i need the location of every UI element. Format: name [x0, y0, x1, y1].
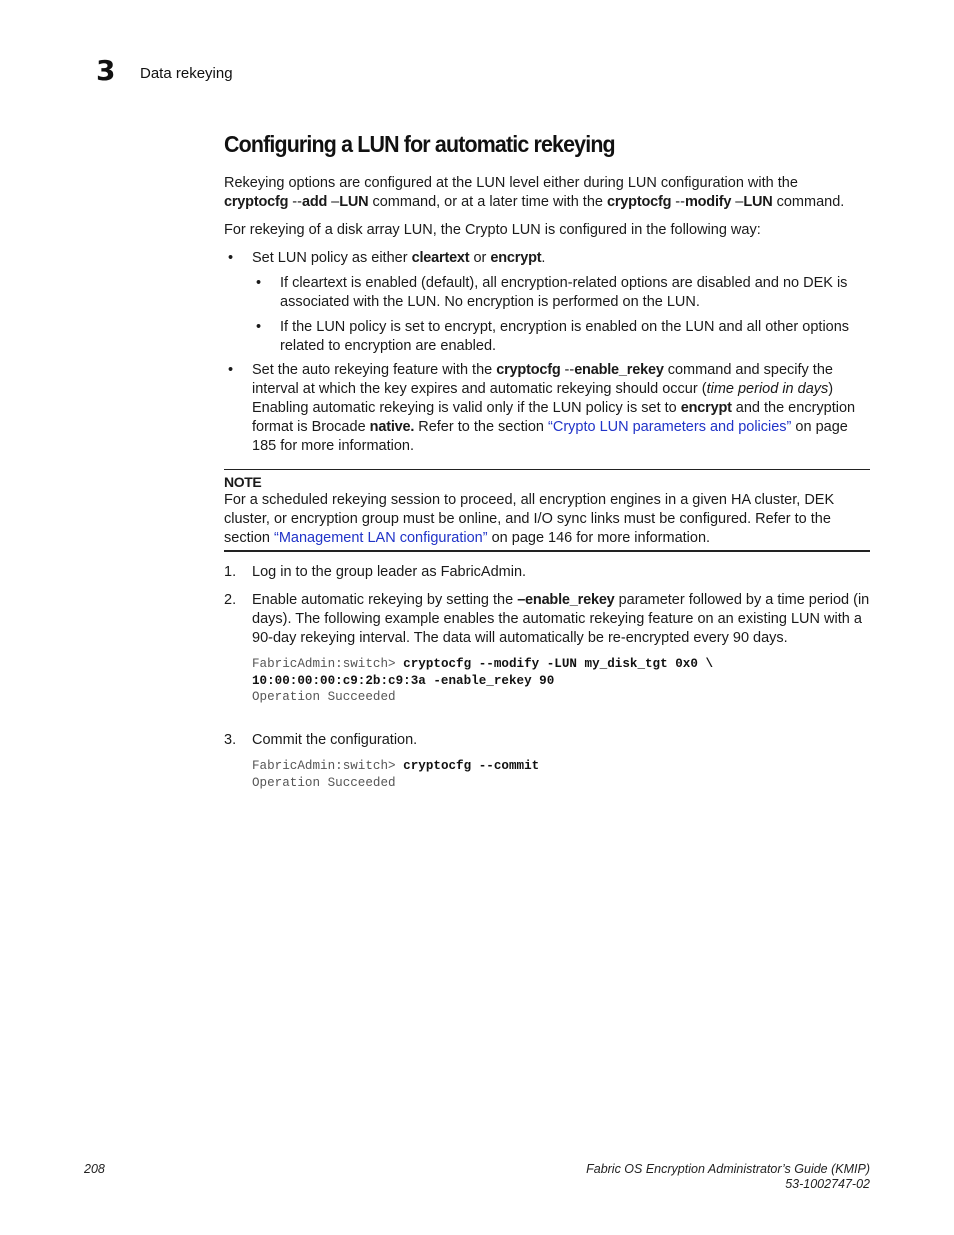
code-prompt: FabricAdmin:switch> [252, 759, 404, 773]
code-prompt: FabricAdmin:switch> [252, 657, 404, 671]
code-output: Operation Succeeded [252, 690, 396, 704]
bullet-lun-policy: • Set LUN policy as either cleartext or encrypt. [228, 250, 546, 266]
bullet-icon: • [228, 250, 234, 266]
page-number: 208 [84, 1162, 105, 1176]
chapter-number: 3 [96, 54, 116, 87]
code-output: Operation Succeeded [252, 775, 396, 790]
code-block-modify [252, 656, 713, 706]
note-top-rule [224, 469, 870, 470]
section-heading: Configuring a LUN for automatic rekeying [224, 131, 615, 157]
note-box: NOTE For a scheduled rekeying session to proceed, all encryption engines in a given HA cluster, DEK cluster, or encryption group must be online, and I/O sync links must be configured. Refer to the section “Management LAN configuration” on page 146 for more information. [224, 473, 870, 548]
intro-paragraph: Rekeying options are configured at the LUN level either during LUN configuration with the cryptocfg --add –LUN command, or at a later time with the cryptocfg --modify –LUN command. [224, 175, 845, 210]
code-command: cryptocfg --modify -LUN my_disk_tgt 0x0 \ [403, 657, 714, 671]
chapter-title: Data rekeying [140, 65, 233, 82]
note-bottom-rule [224, 550, 870, 552]
note-title: NOTE [224, 474, 262, 490]
code-block-commit [252, 758, 539, 791]
sub-bullet-cleartext: • If cleartext is enabled (default), all encryption-related options are disabled and no DEK is associated with the LUN. No encryption is performed on the LUN. [256, 275, 848, 310]
step-text: Log in to the group leader as FabricAdmin. [252, 564, 527, 580]
bullet-icon: • [256, 319, 262, 335]
step-text: Enable automatic rekeying by setting the –enable_rekey parameter followed by a time period (in days). The following example enables the automatic rekeying feature on an existing LUN with a 90-day rekeying interval. The data will automatically be re-encrypted every 90 days. [252, 592, 870, 646]
footer-book-info [586, 1162, 870, 1192]
doc-number: 53-1002747-02 [785, 1177, 870, 1191]
code-command: 10:00:00:00:c9:2b:c9:3a -enable_rekey 90 [252, 673, 555, 688]
step-number: 3. [224, 732, 237, 748]
disk-array-paragraph: For rekeying of a disk array LUN, the Crypto LUN is configured in the following way: [224, 222, 761, 238]
bullet-icon: • [228, 362, 234, 378]
code-command: cryptocfg --commit [403, 759, 540, 773]
bullet-icon: • [256, 275, 262, 291]
crypto-lun-link[interactable]: “Crypto LUN parameters and policies” [548, 419, 792, 435]
step-number: 1. [224, 564, 237, 580]
sub-bullet-encrypt: • If the LUN policy is set to encrypt, encryption is enabled on the LUN and all other options related to encryption are enabled. [256, 319, 850, 354]
bullet-auto-rekey: • Set the auto rekeying feature with the cryptocfg --enable_rekey command and specify the interval at which the key expires and automatic rekeying should occur (time period in days) Enabling automatic rekeying is valid only if the LUN policy is set to encrypt and the encryption format is Brocade native. Refer to the section “Crypto LUN parameters and policies” on page 185 for more information. [228, 362, 856, 454]
management-lan-link[interactable]: “Management LAN configuration” [273, 530, 488, 546]
book-title: Fabric OS Encryption Administrator’s Guide (KMIP) [586, 1162, 870, 1176]
step-number: 2. [224, 592, 237, 608]
step-text: Commit the configuration. [252, 732, 418, 748]
